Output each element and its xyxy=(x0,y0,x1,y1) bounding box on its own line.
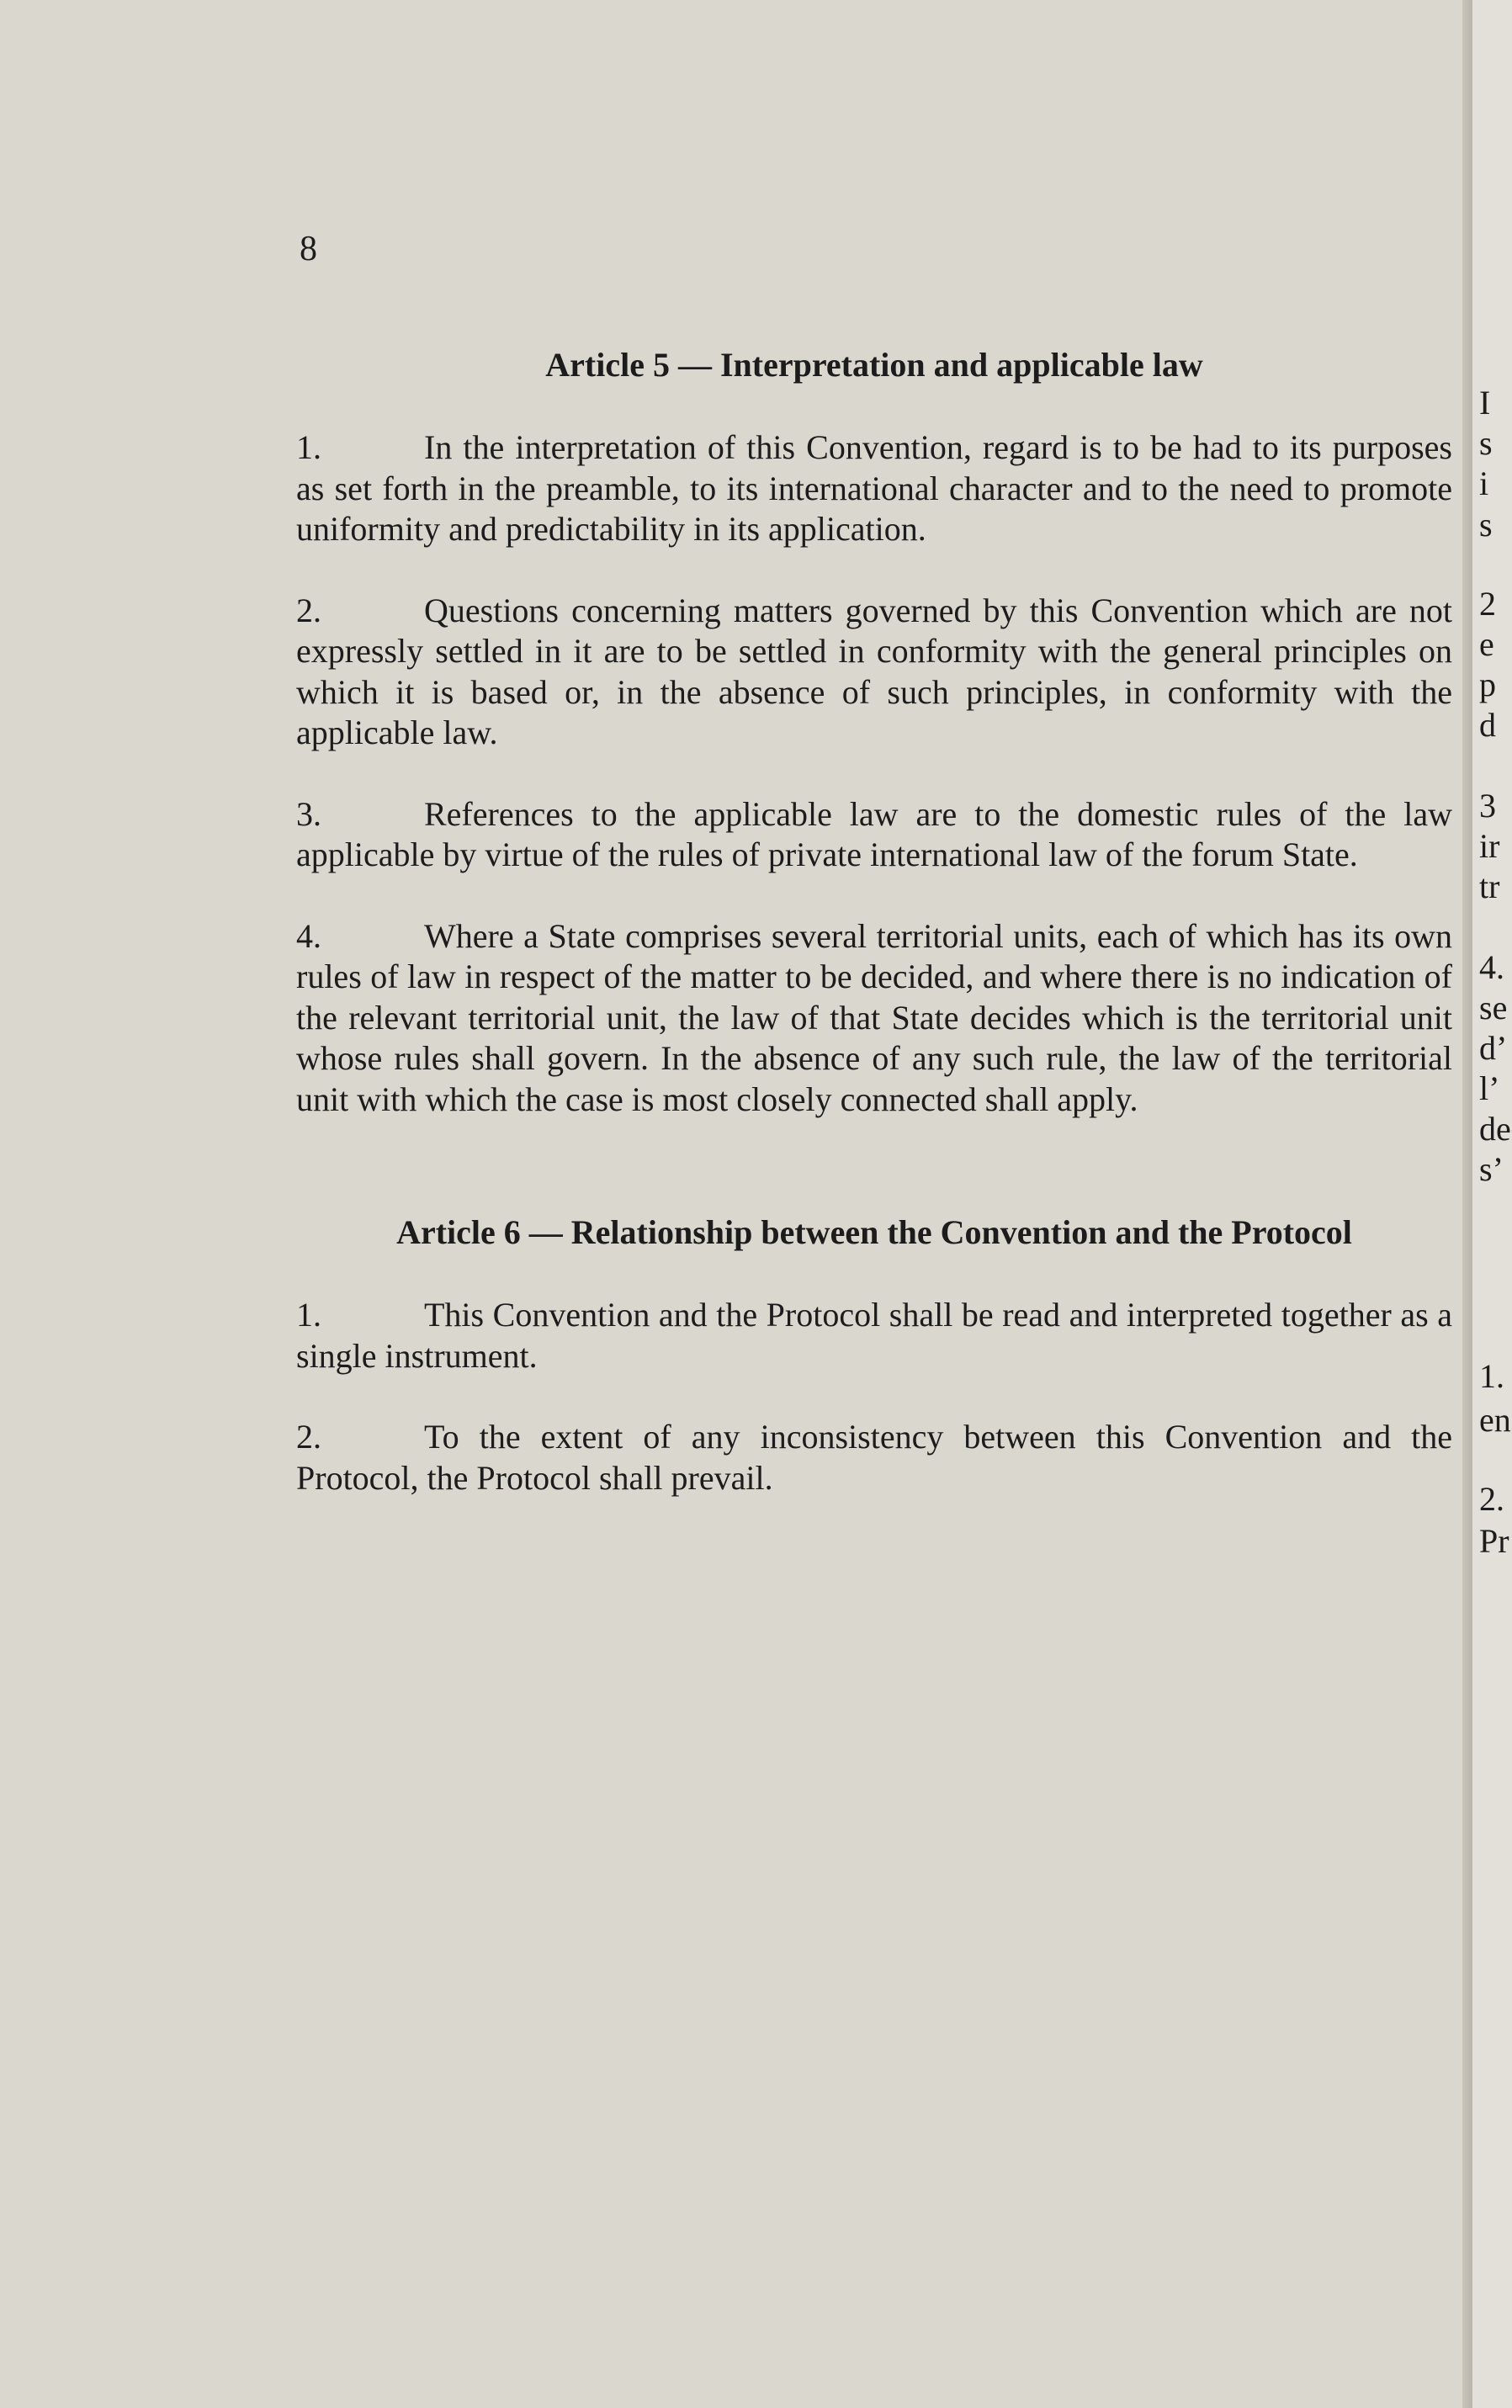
facing-page-fragment: s’ xyxy=(1479,1150,1504,1188)
page-content xyxy=(296,345,1452,1539)
paragraph-text: References to the applicable law are to the domestic rules of the law applicable by virtue of the rules of private international law of the forum State. xyxy=(296,794,1452,873)
paragraph-text: In the interpretation of this Convention, regard is to be had to its purposes as set forth in the preamble, to its international character and to the need to promote uniformity and predictability in its application. xyxy=(296,428,1452,548)
facing-page-edge xyxy=(1472,0,1512,2408)
article-5-title: Article 5 — Interpretation and applicable law xyxy=(545,346,1203,384)
paragraph-number: 2. xyxy=(296,1418,321,1456)
article-6 xyxy=(296,1212,1452,1498)
facing-page-fragment: l’ xyxy=(1479,1069,1500,1107)
facing-page-fragment: 2 xyxy=(1479,585,1496,623)
article-5-paragraph-3 xyxy=(296,794,1452,876)
facing-page-fragment: d’ xyxy=(1479,1029,1508,1067)
facing-page-fragment: e xyxy=(1479,625,1494,663)
facing-page-fragment: tr xyxy=(1479,867,1500,905)
facing-page-fragment: s xyxy=(1479,424,1493,462)
facing-page-fragment: s xyxy=(1479,506,1493,544)
facing-page-fragment: 2. xyxy=(1479,1480,1504,1518)
paragraph-text: To the extent of any inconsistency between this Convention and the Protocol, the Protocol shall prevail. xyxy=(296,1418,1452,1497)
paragraph-number: 1. xyxy=(296,428,321,466)
facing-page-fragment: 4. xyxy=(1479,948,1504,986)
facing-page-fragment: i xyxy=(1479,464,1489,502)
facing-page-fragment: 3 xyxy=(1479,787,1496,825)
page-number: 8 xyxy=(300,230,317,268)
article-5 xyxy=(296,345,1452,1120)
facing-page-fragment: 1. xyxy=(1479,1357,1504,1395)
paragraph-number: 1. xyxy=(296,1296,321,1334)
paragraph-number: 3. xyxy=(296,794,321,833)
article-6-paragraph-1 xyxy=(296,1295,1452,1376)
facing-page-fragment: se xyxy=(1479,989,1508,1026)
paragraph-number: 2. xyxy=(296,591,321,629)
facing-page-fragment: en xyxy=(1479,1401,1511,1439)
facing-page-fragment: de xyxy=(1479,1110,1511,1148)
paragraph-text: This Convention and the Protocol shall be read and interpreted together as a single instrument. xyxy=(296,1296,1452,1375)
paragraph-text: Questions concerning matters governed by this Convention which are not expressly settled in it are to be settled in conformity with the general principles on which it is based or, in the absence of such principles, in conformity with the applicable law. xyxy=(296,591,1452,751)
facing-page-fragment: p xyxy=(1479,666,1496,703)
article-5-paragraph-1 xyxy=(296,427,1452,550)
article-5-paragraph-4 xyxy=(296,916,1452,1121)
facing-page-fragment: Pr xyxy=(1479,1522,1509,1560)
article-6-title: Article 6 — Relationship between the Convention and the Protocol xyxy=(396,1213,1352,1251)
facing-page-fragment: ir xyxy=(1479,827,1500,865)
paragraph-text: Where a State comprises several territorial units, each of which has its own rules of law in respect of the matter to be decided, and where there is no indication of the relevant territorial unit, the law of that State decides which is the territorial unit whose rules shall govern. In the absence of any such rule, the law of the territorial unit with which the case is most closely connected shall apply. xyxy=(296,916,1452,1118)
article-6-paragraph-2 xyxy=(296,1417,1452,1498)
facing-page-fragment: I xyxy=(1479,384,1491,422)
article-5-paragraph-2 xyxy=(296,591,1452,754)
paragraph-number: 4. xyxy=(296,916,321,955)
facing-page-fragment: d xyxy=(1479,706,1496,744)
book-gutter xyxy=(1462,0,1472,2408)
